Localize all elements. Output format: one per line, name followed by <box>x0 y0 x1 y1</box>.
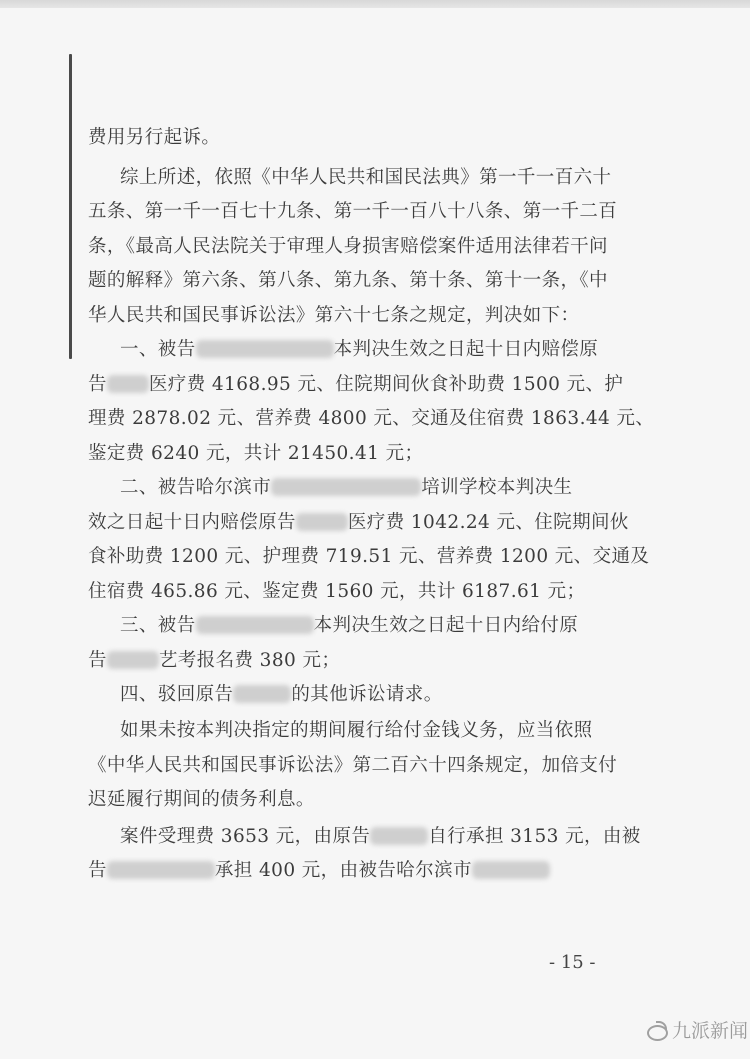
text-line: 食补助费 1200 元、护理费 719.51 元、营养费 1200 元、交通及 <box>88 546 650 567</box>
text-line: 综上所述，依照《中华人民共和国民法典》第一千一百六十 <box>120 167 612 188</box>
redacted-name <box>107 375 149 393</box>
judgment-item-2: 二、被告哈尔滨市 培训学校本判决生 <box>120 477 573 498</box>
binding-margin-line <box>69 54 72 359</box>
watermark <box>646 1016 748 1043</box>
text-line: 理费 2878.02 元、营养费 4800 元、交通及住宿费 1863.44 元、 <box>88 408 655 429</box>
text-line: 住宿费 465.86 元、鉴定费 1560 元，共计 6187.61 元； <box>88 581 586 602</box>
page-number: - 15 - <box>549 952 596 973</box>
redacted-name <box>233 685 291 703</box>
text-line: 告 艺考报名费 380 元； <box>88 650 341 671</box>
paper-page <box>0 8 750 1059</box>
redacted-name <box>370 827 428 845</box>
text-line: 《中华人民共和国民事诉讼法》第二百六十四条规定，加倍支付 <box>88 755 618 776</box>
redacted-name <box>107 651 159 669</box>
text-line: 华人民共和国民事诉讼法》第六十七条之规定，判决如下： <box>88 305 580 326</box>
text-line: 鉴定费 6240 元，共计 21450.41 元； <box>88 443 424 464</box>
text-line: 如果未按本判决指定的期间履行给付金钱义务，应当依照 <box>120 720 593 741</box>
text-line: 迟延履行期间的债务利息。 <box>88 789 315 810</box>
judgment-item-3: 三、被告 本判决生效之日起十日内给付原 <box>120 615 579 636</box>
text-line: 五条、第一千一百七十九条、第一千一百八十八条、第一千二百 <box>88 201 618 222</box>
text-line: 条，《最高人民法院关于审理人身损害赔偿案件适用法律若干问 <box>88 236 608 257</box>
redacted-name <box>107 861 215 879</box>
court-fee-line: 案件受理费 3653 元，由原告 自行承担 3153 元，由被 <box>120 826 641 847</box>
judgment-item-4: 四、驳回原告 的其他诉讼请求。 <box>120 684 443 705</box>
watermark-text: 九派新闻 <box>672 1020 749 1042</box>
redacted-name <box>196 340 334 358</box>
judgment-item-1: 一、被告 本判决生效之日起十日内赔偿原 <box>120 339 599 360</box>
redacted-name <box>296 513 348 531</box>
redacted-name <box>271 478 421 496</box>
text-line: 题的解释》第六条、第八条、第九条、第十条、第十一条，《中 <box>88 270 608 291</box>
redacted-name <box>472 861 550 879</box>
text-line: 告 承担 400 元，由被告哈尔滨市 <box>88 859 550 883</box>
text-line: 告 医疗费 4168.95 元、住院期间伙食补助费 1500 元、护 <box>88 374 624 395</box>
text-line: 效之日起十日内赔偿原告 医疗费 1042.24 元、住院期间伙 <box>88 512 629 533</box>
redacted-name <box>196 616 314 634</box>
weibo-icon <box>646 1021 668 1039</box>
text-line: 费用另行起诉。 <box>88 127 221 148</box>
